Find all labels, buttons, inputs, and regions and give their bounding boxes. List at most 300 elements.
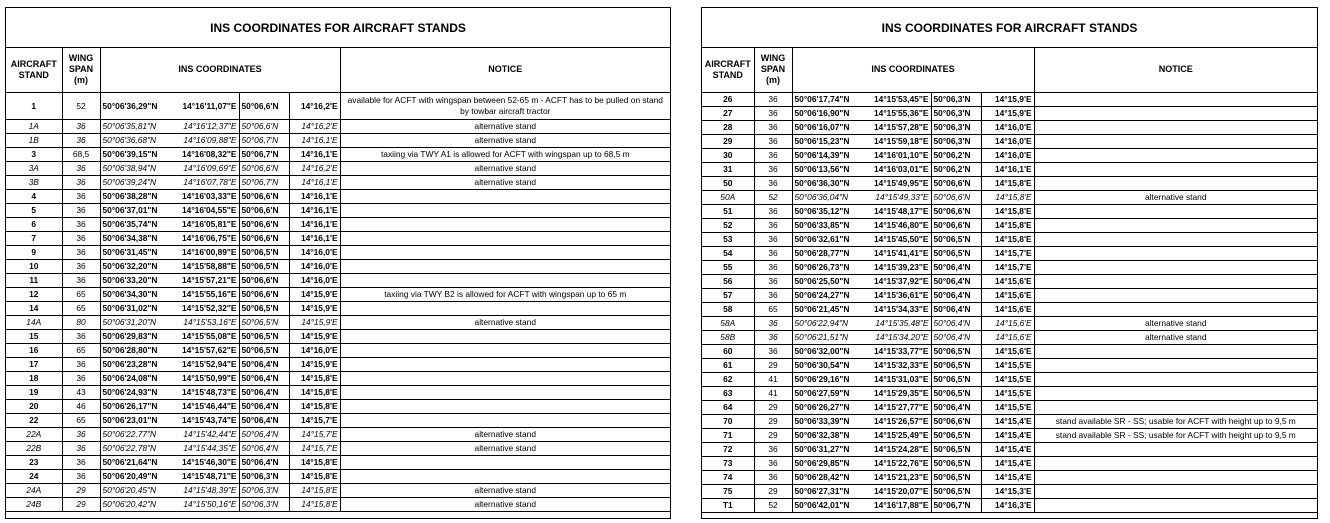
latitude-dms-cell: 50°06'22,78"N [100,441,173,455]
longitude-dms-cell: 14°15'27,77"E [865,400,931,414]
stand-cell: 16 [6,343,62,357]
latitude-dms-cell: 50°06'31,45"N [100,245,173,259]
table-title: INS COORDINATES FOR AIRCRAFT STANDS [6,8,670,48]
latitude-dm-cell: 50°06,5'N [931,344,981,358]
latitude-dm-cell: 50°06,5'N [931,246,981,260]
longitude-dms-cell: 14°15'26,57"E [865,414,931,428]
stand-cell: 57 [702,288,754,302]
table-row [6,92,670,119]
wing-span-cell: 36 [754,288,792,302]
wing-span-cell: 80 [62,315,100,329]
stand-cell: 18 [6,371,62,385]
notice-cell [340,329,670,343]
latitude-dms-cell: 50°06'23,28"N [100,357,173,371]
table-row [702,470,1317,484]
table-title: INS COORDINATES FOR AIRCRAFT STANDS [702,8,1317,48]
longitude-dms-cell: 14°15'34,20"E [865,330,931,344]
notice-cell [340,189,670,203]
longitude-dm-cell: 14°16,3'E [981,498,1034,512]
table-body [702,92,1317,512]
latitude-dms-cell: 50°06'28,80"N [100,343,173,357]
wing-span-cell: 36 [754,134,792,148]
notice-cell [1034,400,1317,414]
stand-cell: 50A [702,190,754,204]
wing-span-cell: 36 [754,260,792,274]
latitude-dms-cell: 50°06'16,07"N [792,120,865,134]
latitude-dm-cell: 50°06,5'N [931,428,981,442]
latitude-dm-cell: 50°06,3'N [931,134,981,148]
longitude-dm-cell: 14°15,6'E [981,316,1034,330]
wing-span-cell: 36 [754,470,792,484]
latitude-dms-cell: 50°06'32,20"N [100,259,173,273]
latitude-dm-cell: 50°06,6'N [239,273,289,287]
longitude-dm-cell: 14°15,8'E [981,176,1034,190]
longitude-dm-cell: 14°15,8'E [289,385,340,399]
header-aircraft-stand: AIRCRAFT STAND [6,48,62,92]
longitude-dm-cell: 14°15,7'E [981,246,1034,260]
notice-cell [340,343,670,357]
table-row [6,245,670,259]
table-row [6,399,670,413]
stand-cell: 58A [702,316,754,330]
wing-span-cell: 29 [62,483,100,497]
longitude-dms-cell: 14°15'55,36"E [865,106,931,120]
table-row [702,386,1317,400]
wing-span-cell: 65 [62,287,100,301]
longitude-dms-cell: 14°15'52,32"E [173,301,239,315]
latitude-dm-cell: 50°06,3'N [931,120,981,134]
header-ins-coordinates: INS COORDINATES [100,48,340,92]
longitude-dms-cell: 14°15'43,74"E [173,413,239,427]
stand-cell: T1 [702,498,754,512]
latitude-dm-cell: 50°06,5'N [931,386,981,400]
longitude-dm-cell: 14°16,1'E [289,189,340,203]
stand-cell: 3A [6,161,62,175]
wing-span-cell: 36 [754,456,792,470]
latitude-dm-cell: 50°06,5'N [239,315,289,329]
latitude-dms-cell: 50°06'21,45"N [792,302,865,316]
latitude-dm-cell: 50°06,3'N [239,497,289,511]
table-row [6,203,670,217]
latitude-dms-cell: 50°06'13,56"N [792,162,865,176]
latitude-dms-cell: 50°06'32,00"N [792,344,865,358]
wing-span-cell: 43 [62,385,100,399]
latitude-dms-cell: 50°06'36,30"N [792,176,865,190]
longitude-dms-cell: 14°15'22,76"E [865,456,931,470]
latitude-dms-cell: 50°06'25,50"N [792,274,865,288]
latitude-dms-cell: 50°06'29,16"N [792,372,865,386]
latitude-dm-cell: 50°06,7'N [239,133,289,147]
notice-cell [340,245,670,259]
latitude-dm-cell: 50°06,6'N [239,189,289,203]
wing-span-cell: 36 [754,344,792,358]
stand-cell: 62 [702,372,754,386]
stand-cell: 58B [702,330,754,344]
stand-cell: 1 [6,92,62,119]
longitude-dm-cell: 14°15,9'E [289,287,340,301]
longitude-dms-cell: 14°15'25,49"E [865,428,931,442]
table-row [702,288,1317,302]
longitude-dms-cell: 14°16'01,10"E [865,148,931,162]
longitude-dms-cell: 14°15'45,50"E [865,232,931,246]
coordinates-table [6,48,670,512]
latitude-dm-cell: 50°06,3'N [931,92,981,106]
table-row [6,357,670,371]
latitude-dms-cell: 50°06'29,85"N [792,456,865,470]
latitude-dm-cell: 50°06,6'N [931,190,981,204]
wing-span-cell: 29 [62,497,100,511]
longitude-dm-cell: 14°16,0'E [289,343,340,357]
stand-cell: 75 [702,484,754,498]
table-row [6,133,670,147]
longitude-dms-cell: 14°16'05,81"E [173,217,239,231]
latitude-dms-cell: 50°06'28,42"N [792,470,865,484]
notice-cell [1034,358,1317,372]
latitude-dm-cell: 50°06,5'N [239,343,289,357]
notice-cell [1034,246,1317,260]
wing-span-cell: 36 [754,330,792,344]
table-row [6,231,670,245]
longitude-dms-cell: 14°16'17,88"E [865,498,931,512]
longitude-dms-cell: 14°15'50,99"E [173,371,239,385]
latitude-dms-cell: 50°06'20,42"N [100,497,173,511]
latitude-dm-cell: 50°06,4'N [931,400,981,414]
stand-cell: 30 [702,148,754,162]
table-body [6,92,670,511]
longitude-dms-cell: 14°15'59,18"E [865,134,931,148]
longitude-dm-cell: 14°16,1'E [289,217,340,231]
longitude-dms-cell: 14°15'20,07"E [865,484,931,498]
longitude-dms-cell: 14°15'24,28"E [865,442,931,456]
wing-span-cell: 36 [62,203,100,217]
notice-cell [1034,134,1317,148]
longitude-dm-cell: 14°15,3'E [981,484,1034,498]
latitude-dm-cell: 50°06,6'N [239,161,289,175]
latitude-dm-cell: 50°06,4'N [239,455,289,469]
longitude-dm-cell: 14°15,4'E [981,456,1034,470]
table-row [702,414,1317,428]
notice-cell [1034,148,1317,162]
stand-cell: 22B [6,441,62,455]
latitude-dm-cell: 50°06,4'N [931,274,981,288]
stand-cell: 5 [6,203,62,217]
stand-cell: 73 [702,456,754,470]
notice-cell: alternative stand [340,441,670,455]
longitude-dm-cell: 14°15,5'E [981,386,1034,400]
latitude-dm-cell: 50°06,4'N [239,399,289,413]
table-row [702,428,1317,442]
stand-cell: 28 [702,120,754,134]
longitude-dms-cell: 14°15'32,33"E [865,358,931,372]
notice-cell [340,455,670,469]
longitude-dms-cell: 14°16'08,32"E [173,147,239,161]
latitude-dms-cell: 50°06'39,24"N [100,175,173,189]
latitude-dm-cell: 50°06,6'N [239,92,289,119]
latitude-dm-cell: 50°06,5'N [239,301,289,315]
wing-span-cell: 41 [754,386,792,400]
wing-span-cell: 36 [62,455,100,469]
longitude-dm-cell: 14°15,8'E [981,218,1034,232]
latitude-dms-cell: 50°06'32,38"N [792,428,865,442]
latitude-dms-cell: 50°06'36,29"N [100,92,173,119]
longitude-dms-cell: 14°15'31,03"E [865,372,931,386]
latitude-dm-cell: 50°06,6'N [239,119,289,133]
stand-cell: 64 [702,400,754,414]
coordinates-table [702,48,1317,513]
latitude-dms-cell: 50°06'36,04"N [792,190,865,204]
notice-cell [1034,232,1317,246]
longitude-dms-cell: 14°15'42,44"E [173,427,239,441]
longitude-dm-cell: 14°16,1'E [289,203,340,217]
notice-cell [1034,456,1317,470]
latitude-dm-cell: 50°06,4'N [239,413,289,427]
notice-cell: alternative stand [340,133,670,147]
notice-cell: alternative stand [340,161,670,175]
wing-span-cell: 36 [62,133,100,147]
stand-cell: 63 [702,386,754,400]
wing-span-cell: 36 [62,119,100,133]
stand-cell: 22A [6,427,62,441]
table-row [702,344,1317,358]
table-row [702,400,1317,414]
latitude-dms-cell: 50°06'24,27"N [792,288,865,302]
header-ins-coordinates: INS COORDINATES [792,48,1034,92]
table-row [702,456,1317,470]
latitude-dms-cell: 50°06'17,74"N [792,92,865,106]
wing-span-cell: 52 [754,190,792,204]
longitude-dms-cell: 14°15'39,23"E [865,260,931,274]
latitude-dm-cell: 50°06,5'N [931,358,981,372]
longitude-dms-cell: 14°15'55,08"E [173,329,239,343]
wing-span-cell: 65 [754,302,792,316]
longitude-dm-cell: 14°16,1'E [981,162,1034,176]
longitude-dm-cell: 14°15,6'E [981,330,1034,344]
longitude-dms-cell: 14°15'34,33"E [865,302,931,316]
notice-cell [1034,204,1317,218]
latitude-dms-cell: 50°06'21,64"N [100,455,173,469]
notice-cell [1034,372,1317,386]
wing-span-cell: 68,5 [62,147,100,161]
wing-span-cell: 36 [754,162,792,176]
notice-cell [340,469,670,483]
latitude-dms-cell: 50°06'22,77"N [100,427,173,441]
notice-cell [1034,470,1317,484]
longitude-dms-cell: 14°15'49,33"E [865,190,931,204]
stand-cell: 58 [702,302,754,316]
longitude-dms-cell: 14°16'11,07"E [173,92,239,119]
table-row [702,358,1317,372]
latitude-dm-cell: 50°06,6'N [931,218,981,232]
stand-cell: 50 [702,176,754,190]
wing-span-cell: 36 [62,231,100,245]
latitude-dm-cell: 50°06,7'N [239,175,289,189]
longitude-dms-cell: 14°16'03,33"E [173,189,239,203]
notice-cell [340,301,670,315]
stand-cell: 4 [6,189,62,203]
stand-cell: 22 [6,413,62,427]
longitude-dms-cell: 14°15'49,95"E [865,176,931,190]
wing-span-cell: 36 [62,161,100,175]
longitude-dms-cell: 14°15'57,28"E [865,120,931,134]
notice-cell [1034,484,1317,498]
table-row [6,189,670,203]
longitude-dms-cell: 14°15'21,23"E [865,470,931,484]
wing-span-cell: 46 [62,399,100,413]
table-row [702,274,1317,288]
longitude-dms-cell: 14°15'52,94"E [173,357,239,371]
wing-span-cell: 52 [754,498,792,512]
longitude-dm-cell: 14°16,2'E [289,161,340,175]
wing-span-cell: 36 [62,217,100,231]
longitude-dm-cell: 14°16,1'E [289,147,340,161]
latitude-dm-cell: 50°06,4'N [239,357,289,371]
wing-span-cell: 65 [62,343,100,357]
header-aircraft-stand: AIRCRAFT STAND [702,48,754,92]
latitude-dm-cell: 50°06,3'N [239,483,289,497]
header-wing-span: WING SPAN (m) [754,48,792,92]
stand-cell: 10 [6,259,62,273]
notice-cell [1034,344,1317,358]
latitude-dm-cell: 50°06,4'N [239,427,289,441]
notice-cell [340,357,670,371]
stand-cell: 61 [702,358,754,372]
longitude-dms-cell: 14°15'46,80"E [865,218,931,232]
longitude-dms-cell: 14°15'55,16"E [173,287,239,301]
wing-span-cell: 36 [62,357,100,371]
latitude-dms-cell: 50°06'31,20"N [100,315,173,329]
latitude-dms-cell: 50°06'33,39"N [792,414,865,428]
notice-cell [340,203,670,217]
table-row [6,259,670,273]
longitude-dms-cell: 14°16'04,55"E [173,203,239,217]
longitude-dms-cell: 14°15'53,45"E [865,92,931,106]
longitude-dm-cell: 14°15,4'E [981,442,1034,456]
latitude-dm-cell: 50°06,4'N [239,441,289,455]
wing-span-cell: 36 [62,245,100,259]
table-row [6,175,670,189]
stand-cell: 24A [6,483,62,497]
notice-cell [1034,260,1317,274]
latitude-dms-cell: 50°06'30,54"N [792,358,865,372]
latitude-dm-cell: 50°06,5'N [931,442,981,456]
latitude-dm-cell: 50°06,5'N [239,259,289,273]
notice-cell: available for ACFT with wingspan between 52-65 m - ACFT has to be pulled on stand by towbar aircraft tractor [340,92,670,119]
stand-cell: 14 [6,301,62,315]
latitude-dms-cell: 50°06'39,15"N [100,147,173,161]
table-row [6,273,670,287]
table-row [702,330,1317,344]
notice-cell: taxiing via TWY A1 is allowed for ACFT with wingspan up to 68,5 m [340,147,670,161]
longitude-dm-cell: 14°15,9'E [289,329,340,343]
notice-cell [1034,442,1317,456]
longitude-dms-cell: 14°15'29,35"E [865,386,931,400]
wing-span-cell: 36 [62,441,100,455]
stand-cell: 71 [702,428,754,442]
notice-cell [340,371,670,385]
wing-span-cell: 36 [754,316,792,330]
stand-cell: 74 [702,470,754,484]
notice-cell: stand available SR - SS; usable for ACFT with height up to 9,5 m [1034,428,1317,442]
notice-cell: alternative stand [340,175,670,189]
longitude-dms-cell: 14°15'48,39"E [173,483,239,497]
latitude-dms-cell: 50°06'23,01"N [100,413,173,427]
longitude-dm-cell: 14°16,1'E [289,231,340,245]
notice-cell [340,413,670,427]
longitude-dm-cell: 14°16,0'E [981,148,1034,162]
longitude-dm-cell: 14°15,9'E [289,315,340,329]
stand-cell: 1A [6,119,62,133]
table-row [702,162,1317,176]
longitude-dms-cell: 14°15'46,30"E [173,455,239,469]
longitude-dm-cell: 14°15,6'E [981,288,1034,302]
notice-cell [1034,176,1317,190]
latitude-dms-cell: 50°06'34,38"N [100,231,173,245]
stand-cell: 26 [702,92,754,106]
table-row [6,469,670,483]
longitude-dm-cell: 14°15,8'E [981,190,1034,204]
notice-cell [340,217,670,231]
stands-table-left [5,7,671,519]
longitude-dms-cell: 14°16'12,37"E [173,119,239,133]
latitude-dms-cell: 50°06'21,51"N [792,330,865,344]
wing-span-cell: 36 [62,371,100,385]
latitude-dms-cell: 50°06'33,20"N [100,273,173,287]
longitude-dm-cell: 14°15,4'E [981,414,1034,428]
latitude-dms-cell: 50°06'26,73"N [792,260,865,274]
latitude-dm-cell: 50°06,6'N [931,176,981,190]
longitude-dms-cell: 14°15'48,73"E [173,385,239,399]
table-row [702,190,1317,204]
notice-cell: alternative stand [1034,190,1317,204]
latitude-dms-cell: 50°06'35,12"N [792,204,865,218]
longitude-dm-cell: 14°16,2'E [289,92,340,119]
notice-cell: alternative stand [340,497,670,511]
stand-cell: 14A [6,315,62,329]
longitude-dm-cell: 14°16,0'E [981,134,1034,148]
longitude-dm-cell: 14°15,5'E [981,400,1034,414]
stand-cell: 3B [6,175,62,189]
table-row [702,204,1317,218]
latitude-dm-cell: 50°06,6'N [239,203,289,217]
stand-cell: 27 [702,106,754,120]
latitude-dm-cell: 50°06,6'N [931,204,981,218]
longitude-dm-cell: 14°16,0'E [289,259,340,273]
longitude-dms-cell: 14°15'48,71"E [173,469,239,483]
latitude-dm-cell: 50°06,5'N [239,245,289,259]
latitude-dms-cell: 50°06'15,23"N [792,134,865,148]
longitude-dms-cell: 14°15'57,21"E [173,273,239,287]
latitude-dm-cell: 50°06,4'N [931,288,981,302]
latitude-dm-cell: 50°06,4'N [931,330,981,344]
latitude-dm-cell: 50°06,5'N [931,372,981,386]
longitude-dm-cell: 14°15,9'E [289,357,340,371]
stands-table-right [701,7,1318,519]
latitude-dms-cell: 50°06'28,77"N [792,246,865,260]
stand-cell: 20 [6,399,62,413]
latitude-dms-cell: 50°06'32,61"N [792,232,865,246]
longitude-dms-cell: 14°16'07,78"E [173,175,239,189]
table-row [6,483,670,497]
longitude-dm-cell: 14°15,7'E [289,413,340,427]
longitude-dm-cell: 14°15,6'E [981,274,1034,288]
latitude-dm-cell: 50°06,7'N [239,147,289,161]
longitude-dms-cell: 14°16'06,75"E [173,231,239,245]
stand-cell: 12 [6,287,62,301]
stand-cell: 24 [6,469,62,483]
longitude-dm-cell: 14°15,8'E [289,455,340,469]
wing-span-cell: 36 [754,204,792,218]
wing-span-cell: 36 [62,329,100,343]
